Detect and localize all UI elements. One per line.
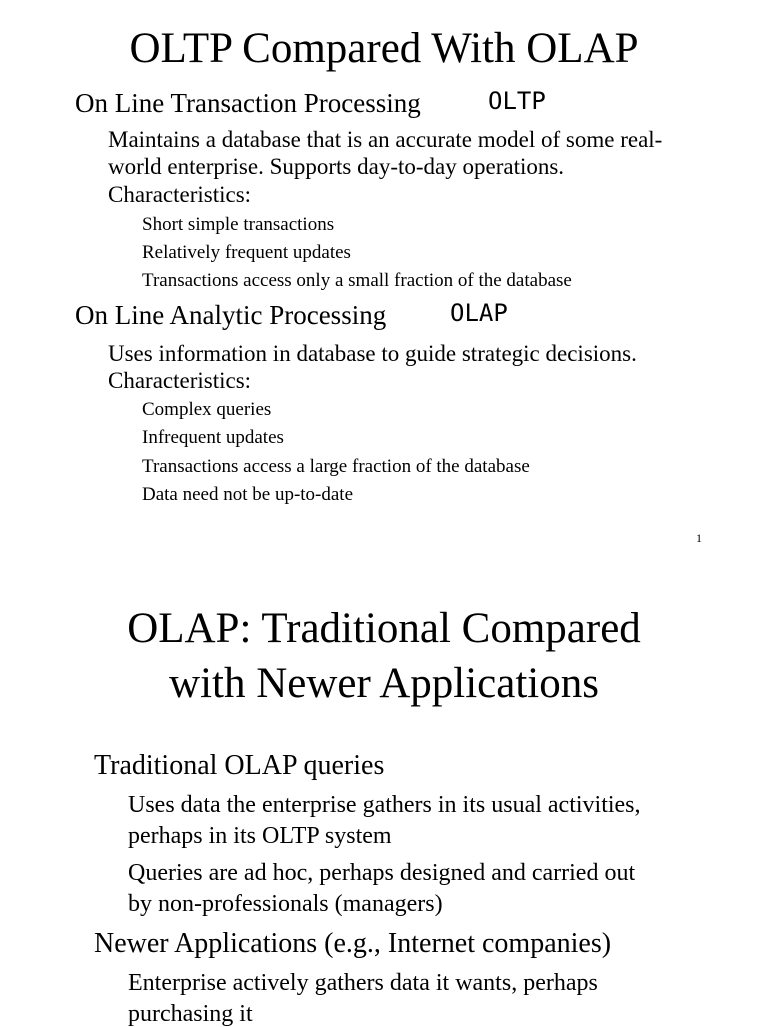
traditional-olap-heading: Traditional OLAP queries	[94, 750, 385, 781]
olap-description: Uses information in database to guide strategic decisions.	[108, 341, 637, 366]
newer-point-line: Enterprise actively gathers data it wants, perhaps	[128, 970, 598, 996]
traditional-point-line: Uses data the enterprise gathers in its usual activities,	[128, 792, 641, 818]
slide-title-line: with Newer Applications	[169, 660, 599, 707]
traditional-point-line: perhaps in its OLTP system	[128, 823, 392, 849]
olap-abbreviation: OLAP	[450, 299, 508, 327]
slide-title-line: OLAP: Traditional Compared	[127, 605, 641, 652]
slide-title: OLTP Compared With OLAP	[129, 25, 639, 72]
oltp-characteristics-label: Characteristics:	[108, 182, 252, 207]
olap-characteristics-label: Characteristics:	[108, 368, 252, 393]
newer-applications-heading: Newer Applications (e.g., Internet companies)	[94, 928, 612, 959]
oltp-characteristic-item: Short simple transactions	[142, 214, 335, 235]
oltp-heading: On Line Transaction Processing	[75, 88, 421, 118]
oltp-characteristic-item: Relatively frequent updates	[142, 242, 351, 263]
olap-characteristic-item: Complex queries	[142, 399, 272, 420]
oltp-description-line: Maintains a database that is an accurate model of some real-	[108, 127, 663, 152]
olap-characteristic-item: Data need not be up-to-date	[142, 484, 354, 505]
oltp-abbreviation: OLTP	[488, 87, 546, 115]
oltp-description-line: world enterprise. Supports day-to-day operations.	[108, 154, 565, 179]
traditional-point-line: Queries are ad hoc, perhaps designed and carried out	[128, 860, 636, 886]
newer-point-line: purchasing it	[128, 1001, 253, 1027]
olap-characteristic-item: Infrequent updates	[142, 427, 284, 448]
oltp-characteristic-item: Transactions access only a small fraction of the database	[142, 270, 572, 291]
page-number: 1	[696, 531, 702, 545]
olap-characteristic-item: Transactions access a large fraction of the database	[142, 456, 530, 477]
traditional-point-line: by non-professionals (managers)	[128, 891, 443, 917]
olap-heading: On Line Analytic Processing	[75, 300, 387, 330]
